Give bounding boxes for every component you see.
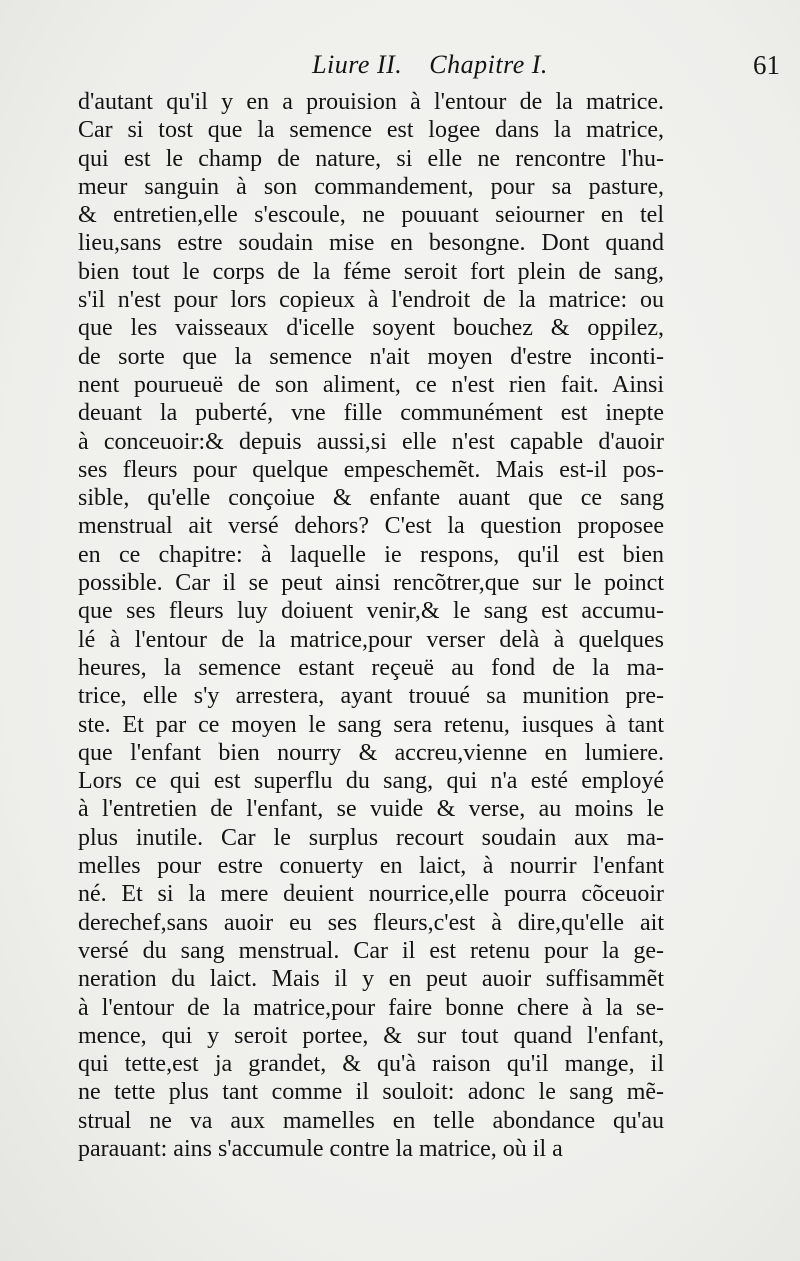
text-line: qui est le champ de nature, si elle ne rencontre l'hu- bbox=[78, 145, 664, 172]
text-line: né. Et si la mere deuient nourrice,elle pourra cõceuoir bbox=[78, 881, 664, 908]
text-line: lieu,sans estre soudain mise en besongne. Dont quand bbox=[78, 230, 664, 257]
chapter-label: Chapitre I. bbox=[429, 50, 548, 79]
text-line: que l'enfant bien nourry & accreu,vienne en lumiere. bbox=[78, 739, 664, 766]
text-line: que ses fleurs luy doiuent venir,& le sang est accumu- bbox=[78, 598, 664, 625]
text-line: derechef,sans auoir eu ses fleurs,c'est à dire,qu'elle ait bbox=[78, 909, 664, 936]
book-label: Liure II. bbox=[312, 50, 403, 79]
text-line: ses fleurs pour quelque empeschemẽt. Mais est-il pos- bbox=[78, 456, 664, 483]
running-title bbox=[60, 50, 800, 80]
text-line: en ce chapitre: à laquelle ie respons, qu'il est bien bbox=[78, 541, 664, 568]
text-line: d'autant qu'il y en a prouision à l'entour de la matrice. bbox=[78, 89, 664, 115]
text-line: possible. Car il se peut ainsi rencõtrer,que sur le poinct bbox=[78, 570, 664, 597]
text-line: melles pour estre conuerty en laict, à nourrir l'enfant bbox=[78, 853, 664, 880]
text-line: à conceuoir:& depuis aussi,si elle n'est capable d'auoir bbox=[78, 428, 664, 455]
text-line: & entretien,elle s'escoule, ne pouuant seiourner en tel bbox=[78, 202, 664, 229]
text-line: deuant la puberté, vne fille communément est inepte bbox=[78, 400, 664, 427]
text-line: à l'entour de la matrice,pour faire bonne chere à la se- bbox=[78, 994, 664, 1021]
text-line: bien tout le corps de la féme seroit fort plein de sang, bbox=[78, 258, 664, 285]
page-number: 61 bbox=[753, 50, 780, 80]
text-line: qui tette,est ja grandet, & qu'à raison qu'il mange, il bbox=[78, 1051, 664, 1078]
text-line: ste. Et par ce moyen le sang sera retenu, iusques à tant bbox=[78, 711, 664, 738]
text-line: plus inutile. Car le surplus recourt soudain aux ma- bbox=[78, 824, 664, 851]
text-line: lé à l'entour de la matrice,pour verser delà à quelques bbox=[78, 626, 664, 653]
text-line: que les vaisseaux d'icelle soyent bouchez & oppilez, bbox=[78, 315, 664, 342]
text-line: nent pourueuë de son aliment, ce n'est rien fait. Ainsi bbox=[78, 371, 664, 398]
text-line: sible, qu'elle conçoiue & enfante auant que ce sang bbox=[78, 485, 664, 512]
text-line: meur sanguin à son commandement, pour sa pasture, bbox=[78, 173, 664, 200]
text-line: de sorte que la semence n'ait moyen d'estre inconti- bbox=[78, 343, 664, 370]
running-head bbox=[60, 50, 800, 90]
text-line: menstrual ait versé dehors? C'est la question proposee bbox=[78, 513, 664, 540]
text-line: ne tette plus tant comme il souloit: adonc le sang mẽ- bbox=[78, 1079, 664, 1106]
text-line: neration du laict. Mais il y en peut auoir suffisammẽt bbox=[78, 966, 664, 993]
text-line: Car si tost que la semence est logee dans la matrice, bbox=[78, 117, 664, 144]
text-line: à l'entretien de l'enfant, se vuide & verse, au moins le bbox=[78, 796, 664, 823]
text-line: strual ne va aux mamelles en telle abondance qu'au bbox=[78, 1107, 664, 1134]
text-line: Lors ce qui est superflu du sang, qui n'a esté employé bbox=[78, 768, 664, 795]
text-line: heures, la semence estant reçeuë au fond de la ma- bbox=[78, 654, 664, 681]
text-line: trice, elle s'y arrestera, ayant trouué sa munition pre- bbox=[78, 683, 664, 710]
text-line: parauant: ains s'accumule contre la matrice, où il a bbox=[78, 1135, 563, 1162]
body-text bbox=[78, 88, 664, 1163]
text-line: versé du sang menstrual. Car il est retenu pour la ge- bbox=[78, 937, 664, 964]
text-line: s'il n'est pour lors copieux à l'endroit de la matrice: ou bbox=[78, 287, 664, 314]
text-line: mence, qui y seroit portee, & sur tout quand l'enfant, bbox=[78, 1022, 664, 1049]
